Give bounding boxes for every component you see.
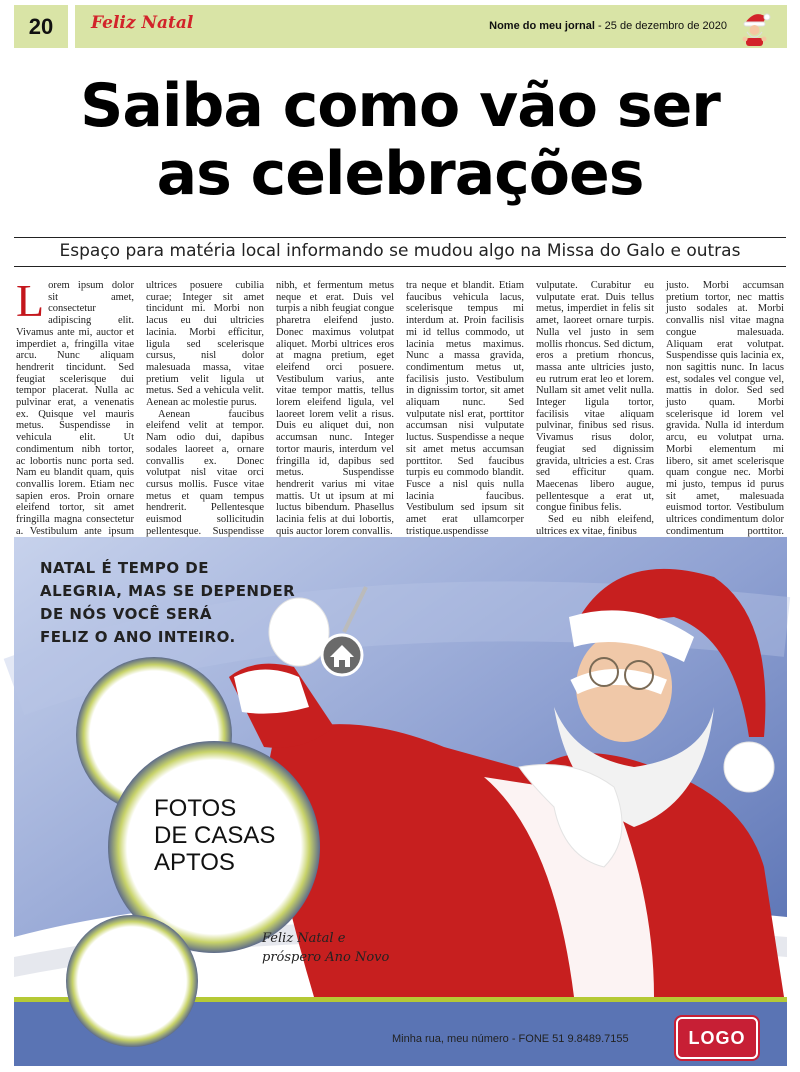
ad-headline-line: DE NÓS VOCÊ SERÁ bbox=[40, 605, 213, 623]
ad-address: Minha rua, meu número - FONE 51 9.8489.7155 bbox=[392, 1033, 629, 1045]
article-column-4 bbox=[406, 280, 524, 537]
ad-headline bbox=[40, 557, 300, 649]
page-header bbox=[0, 0, 800, 50]
issue-date: 25 de dezembro de 2020 bbox=[604, 20, 727, 32]
date-separator: - bbox=[594, 20, 605, 32]
ad-headline-line: ALEGRIA, MAS SE DEPENDER bbox=[40, 582, 296, 600]
article-paragraph: ultrices posuere cubilia curae; Integer sit amet tincidunt mi. Morbi non lacus eu dui ultricies lacinia. Morbi efficitur, ligula sed scelerisque cursus, nisl dolor malesuada massa, vitae pretium velit ligula ut metus. Sed a vehicula velit. Aenean ac molestie purus. bbox=[146, 280, 264, 409]
article-column-6 bbox=[666, 280, 784, 537]
ad-headline-line: FELIZ O ANO INTEIRO. bbox=[40, 628, 236, 646]
article-paragraph: tra neque et blandit. Etiam faucibus vehicula lacus, scelerisque tempus mi interdum at. Proin facilisis mi id tellus commodo, ut lacinia metus maximus. Nunc a massa gravida, condimentum metus ut, facilisis justo. Vestibulum in dignissim tortor, sit amet aliquam nunc. Sed vulputate nisl erat, porttitor accumsan nisi vulputate luctus. Suspendisse a neque sit amet metus accumsan porttitor. Sed faucibus turpis eu commodo blandit. Fusce a nisl quis nulla lacinia faucibus. Vestibulum sed ipsum sit amet erat ullamcorper tristique.uspendisse bbox=[406, 280, 524, 537]
article-column-3 bbox=[276, 280, 394, 537]
article-paragraph bbox=[16, 275, 134, 561]
main-headline bbox=[20, 72, 780, 208]
paragraph-text: orem ipsum dolor sit amet, consectetur adipiscing elit. Vivamus ante mi, auctor et imperdiet a, fringilla vitae arcu. Nunc aliquam hendrerit tincidunt. Sed feugiat scelerisque dui tempor placerat. Nulla ac pulvinar erat, a venenatis ex. Quisque vel mauris metus. Suspendisse in vehicula elit. Ut condimentum nibh tortor, ac lobortis nunc porta sed. Nam eu blandit quam, quis convallis lorem. Etiam nec sapien eros. Proin ornare eleifend tortor, sit amet fringilla magna consectetur a. Vestibulum ante ipsum bbox=[16, 280, 134, 537]
article-body bbox=[16, 275, 784, 537]
drop-cap: L bbox=[16, 275, 45, 326]
divider-top bbox=[14, 237, 786, 238]
divider-bottom bbox=[14, 266, 786, 267]
article-paragraph: nibh, et fermentum metus neque et erat. Duis vel turpis a nibh feugiat congue pharetra eleifend justo. Donec maximus volutpat aliquet. Morbi ultrices eros at magna pretium, eget eleifend orci posuere. Vestibulum varius, ante vitae tempor mattis, tellus lorem eleifend ligula, vel laoreet lorem velit a risus. Duis eu aliquet dui, non accumsan nunc. Integer tortor mauris, interdum vel fringilla id, dapibus sed metus. Suspendisse hendrerit varius mi vitae mattis. Ut ut ipsum at mi luctus bibendum. Phasellus lacinia felis at dui lobortis, quis auctor lorem convallis. bbox=[276, 280, 394, 537]
logo-placeholder: LOGO bbox=[676, 1017, 758, 1059]
article-column-2 bbox=[146, 280, 264, 537]
article-paragraph: Sed eu nibh eleifend, ultrices ex vitae, finibus bbox=[536, 514, 654, 537]
article-paragraph: Aenean faucibus eleifend velit at tempor. Nam odio dui, dapibus sodales laoreet a, ornare convallis ex. Donec volutpat nisl vitae orci cursus mollis. Fusce vitae metus et quam tempus hendrerit. Pellentesque euismod sollicitudin pellentesque. Suspendisse bbox=[146, 408, 264, 537]
subheadline: Espaço para matéria local informando se mudou algo na Missa do Galo e outras bbox=[59, 241, 741, 261]
photo-line: DE CASAS bbox=[154, 822, 276, 849]
greeting-line: próspero Ano Novo bbox=[262, 950, 390, 965]
section-title: Feliz Natal bbox=[91, 13, 194, 33]
article-paragraph: vulputate. Curabitur eu vulputate erat. Duis tellus metus, imperdiet in felis sit amet, laoreet ornare turpis. Nulla vel justo in sem mollis rhoncus. Sed dictum, eros a pretium rhoncus, massa ante ultricies justo, eu rutrum erat leo et lorem. Nullam sit amet velit nulla. Integer ligula tortor, facilisis vitae aliquam pulvinar, finibus sed risus. Vivamus risus dolor, feugiat sed dignissim gravida, ultricies a est. Cras sed efficitur quam. Maecenas libero augue, pellentesque a erat ut, congue finibus felis. bbox=[536, 280, 654, 514]
article-column-5 bbox=[536, 280, 654, 537]
photo-line: FOTOS bbox=[154, 795, 237, 822]
greeting-line: Feliz Natal e bbox=[262, 931, 346, 946]
article-paragraph: justo. Morbi accumsan pretium tortor, nec mattis justo sodales at. Morbi convallis nisl vitae magna congue malesuada. Aliquam erat volutpat. Suspendisse quis lacinia ex, non sagittis nunc. In lacus est, sodales vel congue vel, mattis in dolor. Sed sed justo quam. Morbi scelerisque id lorem vel gravida. Nulla id interdum arcu, eu volutpat urna. Morbi elementum mi libero, sit amet scelerisque quam congue nec. Morbi mi justo, tempus id purus sit amet, malesuada euismod tortor. Vestibulum ultrices condimentum dolor condimentum porttitor. bbox=[666, 280, 784, 537]
santa-icon bbox=[735, 7, 775, 47]
journal-info bbox=[489, 20, 727, 32]
christmas-ad bbox=[14, 537, 787, 1066]
ad-headline-line: NATAL É TEMPO DE bbox=[40, 559, 209, 577]
header-bar bbox=[75, 5, 787, 48]
page-number: 20 bbox=[14, 5, 68, 48]
photo-placeholder-text bbox=[154, 795, 294, 876]
article-column-1 bbox=[16, 275, 134, 537]
photo-line: APTOS bbox=[154, 849, 235, 876]
headline-line-1: Saiba como vão ser bbox=[80, 71, 720, 141]
headline-line-2: as celebrações bbox=[156, 139, 644, 209]
holiday-greeting bbox=[262, 929, 389, 967]
journal-name: Nome do meu jornal bbox=[489, 20, 595, 32]
